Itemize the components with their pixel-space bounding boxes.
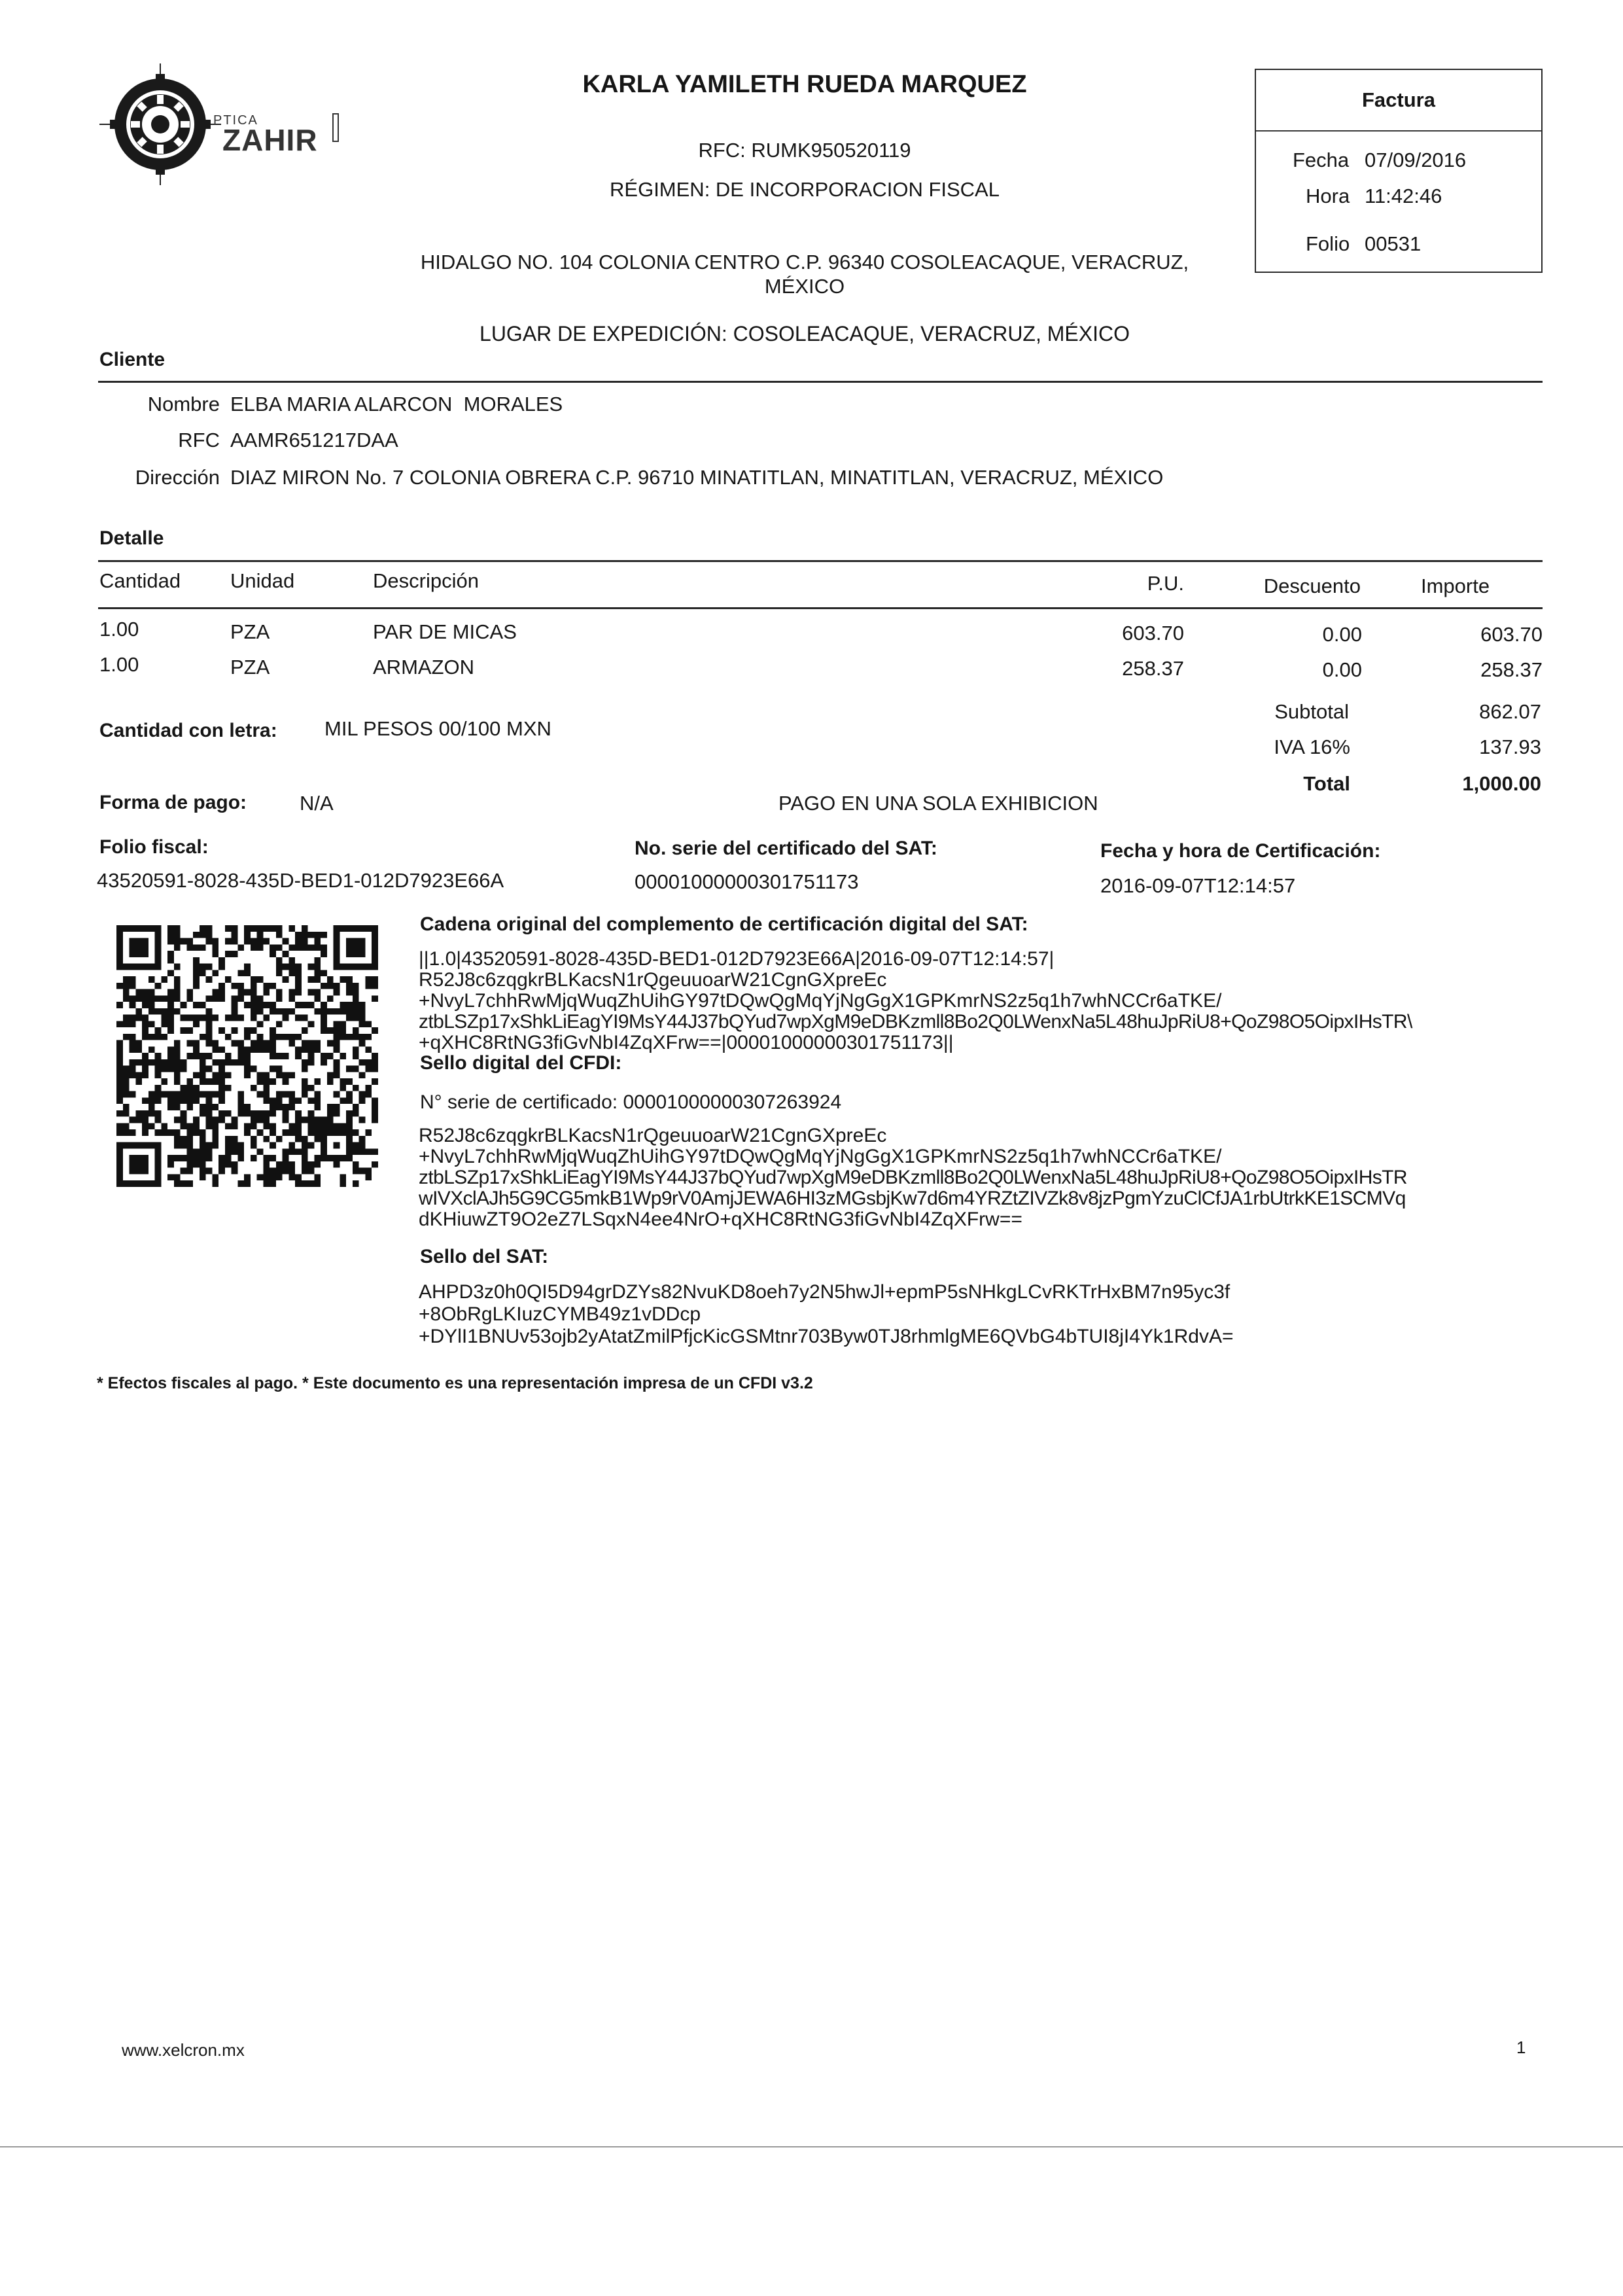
sello-cfdi-title: Sello digital del CFDI: bbox=[420, 1052, 622, 1074]
sello-cfdi-line: dKHiuwZT9O2eZ7LSqxN4ee4NrO+qXHC8RtNG3fiGvNbI4ZqXFrw== bbox=[419, 1209, 1022, 1230]
row-descuento: 0.00 bbox=[1322, 658, 1362, 681]
header-importe: Importe bbox=[1421, 574, 1490, 597]
cadena-line: +qXHC8RtNG3fiGvNbI4ZqXFrw==|00001000000301751173|| bbox=[419, 1032, 954, 1053]
logo-bar bbox=[332, 113, 339, 142]
sello-sat-title: Sello del SAT: bbox=[420, 1246, 549, 1267]
sello-cfdi-block bbox=[419, 1125, 1531, 1230]
row-cantidad: 1.00 bbox=[99, 618, 139, 641]
gear-icon bbox=[98, 62, 222, 186]
header-pu: P.U. bbox=[1147, 572, 1184, 595]
row-importe: 258.37 bbox=[1480, 658, 1543, 681]
detalle-section-title: Detalle bbox=[99, 527, 164, 549]
fecha-cert-value: 2016-09-07T12:14:57 bbox=[1100, 874, 1296, 897]
cadena-line: ||1.0|43520591-8028-435D-BED1-012D7923E66A|2016-09-07T12:14:57| bbox=[419, 949, 1055, 970]
logo-brand-name: ZAHIR bbox=[222, 123, 318, 157]
iva-label: IVA 16% bbox=[1274, 735, 1350, 758]
folio-fiscal-value: 43520591-8028-435D-BED1-012D7923E66A bbox=[97, 869, 504, 892]
cliente-nombre-label: Nombre bbox=[147, 393, 220, 415]
qr-code bbox=[116, 925, 378, 1187]
footer-website: www.xelcron.mx bbox=[122, 2040, 245, 2060]
sello-cfdi-serie: N° serie de certificado: 00001000000307263924 bbox=[420, 1091, 842, 1113]
row-importe: 603.70 bbox=[1480, 623, 1543, 646]
footnote: * Efectos fiscales al pago. * Este documento es una representación impresa de un CFDI v3.2 bbox=[97, 1374, 813, 1392]
forma-pago-value: N/A bbox=[300, 792, 334, 815]
issuer-lugar: LUGAR DE EXPEDICIÓN: COSOLEACAQUE, VERACRUZ, MÉXICO bbox=[480, 322, 1130, 345]
row-cantidad: 1.00 bbox=[99, 653, 139, 676]
cliente-nombre: ELBA MARIA ALARCON MORALES bbox=[230, 393, 563, 415]
sello-sat-block bbox=[419, 1281, 1531, 1348]
invoice-folio: 00531 bbox=[1365, 232, 1422, 255]
metodo-pago: PAGO EN UNA SOLA EXHIBICION bbox=[778, 792, 1098, 815]
invoice-box bbox=[1255, 69, 1543, 273]
subtotal-value: 862.07 bbox=[1479, 700, 1541, 723]
issuer-rfc: RFC: RUMK950520119 bbox=[698, 139, 911, 162]
iva-value: 137.93 bbox=[1479, 735, 1541, 758]
invoice-fecha-label: Fecha bbox=[1293, 149, 1350, 171]
cadena-line: R52J8c6zqgkrBLKacsN1rQgeuuoarW21CgnGXpreEc bbox=[419, 969, 887, 991]
cadena-line: ztbLSZp17xShkLiEagYI9MsY44J37bQYud7wpXgM9eDBKzmll8Bo2Q0LWenxNa5L48huJpRiU8+QoZ98O5OipxIHsTR\ bbox=[419, 1011, 1412, 1033]
fecha-cert-label: Fecha y hora de Certificación: bbox=[1100, 840, 1381, 862]
cliente-rfc-label: RFC bbox=[178, 429, 220, 451]
issuer-regimen: RÉGIMEN: DE INCORPORACION FISCAL bbox=[610, 178, 1000, 201]
sello-cfdi-line: wIVXclAJh5G9CG5mkB1Wp9rV0AmjJEWA6HI3zMGsbjKw7d6m4YRZtZIVZk8v8jzPgmYzuClCfJA1rbUtrkKE1SCMVq bbox=[419, 1188, 1406, 1209]
logo bbox=[98, 62, 347, 186]
header-unidad: Unidad bbox=[230, 569, 295, 592]
cadena-block bbox=[419, 949, 1531, 1053]
invoice-hora: 11:42:46 bbox=[1365, 185, 1442, 207]
logo-brand-top: PTICA bbox=[213, 113, 258, 128]
invoice-hora-label: Hora bbox=[1306, 185, 1350, 207]
row-descripcion: ARMAZON bbox=[373, 656, 474, 679]
forma-pago-label: Forma de pago: bbox=[99, 792, 247, 813]
sello-cfdi-line: ztbLSZp17xShkLiEagYI9MsY44J37bQYud7wpXgM9eDBKzmll8Bo2Q0LWenxNa5L48huJpRiU8+QoZ98O5OipxIHsTR bbox=[419, 1167, 1407, 1188]
header-descuento: Descuento bbox=[1263, 574, 1361, 597]
scan-edge bbox=[0, 2146, 1623, 2147]
row-unidad: PZA bbox=[230, 620, 270, 643]
total-value: 1,000.00 bbox=[1462, 772, 1541, 795]
header-descripcion: Descripción bbox=[373, 569, 479, 592]
cadena-title: Cadena original del complemento de certificación digital del SAT: bbox=[420, 913, 1028, 935]
letra-value: MIL PESOS 00/100 MXN bbox=[324, 717, 551, 740]
subtotal-label: Subtotal bbox=[1274, 700, 1349, 723]
sello-sat-line: +8ObRgLKIuzCYMB49z1vDDcp bbox=[419, 1303, 701, 1325]
sello-cfdi-line: R52J8c6zqgkrBLKacsN1rQgeuuoarW21CgnGXpreEc bbox=[419, 1125, 887, 1146]
letra-label: Cantidad con letra: bbox=[99, 720, 277, 741]
cadena-line: +NvyL7chhRwMjqWuqZhUihGY97tDQwQgMqYjNgGgX1GPKmrNS2z5q1h7whNCCr6aTKE/ bbox=[419, 990, 1222, 1012]
issuer-address-line2: MÉXICO bbox=[764, 275, 845, 298]
total-label: Total bbox=[1303, 772, 1350, 795]
cliente-direccion: DIAZ MIRON No. 7 COLONIA OBRERA C.P. 96710 MINATITLAN, MINATITLAN, VERACRUZ, MÉXICO bbox=[230, 466, 1164, 489]
invoice-fecha: 07/09/2016 bbox=[1365, 149, 1467, 171]
row-pu: 603.70 bbox=[1122, 622, 1184, 645]
cliente-section-title: Cliente bbox=[99, 349, 166, 370]
footer-page-number: 1 bbox=[1516, 2038, 1526, 2057]
invoice-title: Factura bbox=[1362, 88, 1435, 111]
row-descripcion: PAR DE MICAS bbox=[373, 620, 517, 643]
cliente-direccion-label: Dirección bbox=[135, 466, 220, 489]
header-cantidad: Cantidad bbox=[99, 569, 181, 592]
row-descuento: 0.00 bbox=[1322, 623, 1362, 646]
serie-sat-value: 00001000000301751173 bbox=[635, 870, 859, 893]
cliente-rfc: AAMR651217DAA bbox=[230, 429, 398, 451]
sello-sat-line: AHPD3z0h0QI5D94grDZYs82NvuKD8oeh7y2N5hwJl+epmP5sNHkgLCvRKTrHxBM7n95yc3f bbox=[419, 1281, 1230, 1303]
serie-sat-label: No. serie del certificado del SAT: bbox=[635, 838, 937, 859]
sello-sat-line: +DYlI1BNUv53ojb2yAtatZmilPfjcKicGSMtnr703Byw0TJ8rhmlgME6QVbG4bTUI8jI4Yk1RdvA= bbox=[419, 1326, 1234, 1347]
issuer-name: KARLA YAMILETH RUEDA MARQUEZ bbox=[582, 71, 1027, 98]
row-unidad: PZA bbox=[230, 656, 270, 679]
folio-fiscal-label: Folio fiscal: bbox=[99, 836, 209, 858]
issuer-address-line1: HIDALGO NO. 104 COLONIA CENTRO C.P. 96340 COSOLEACAQUE, VERACRUZ, bbox=[420, 251, 1189, 274]
row-pu: 258.37 bbox=[1122, 657, 1184, 680]
sello-cfdi-line: +NvyL7chhRwMjqWuqZhUihGY97tDQwQgMqYjNgGgX1GPKmrNS2z5q1h7whNCCr6aTKE/ bbox=[419, 1146, 1222, 1167]
qr-code-image bbox=[116, 925, 378, 1187]
invoice-folio-label: Folio bbox=[1306, 232, 1350, 255]
